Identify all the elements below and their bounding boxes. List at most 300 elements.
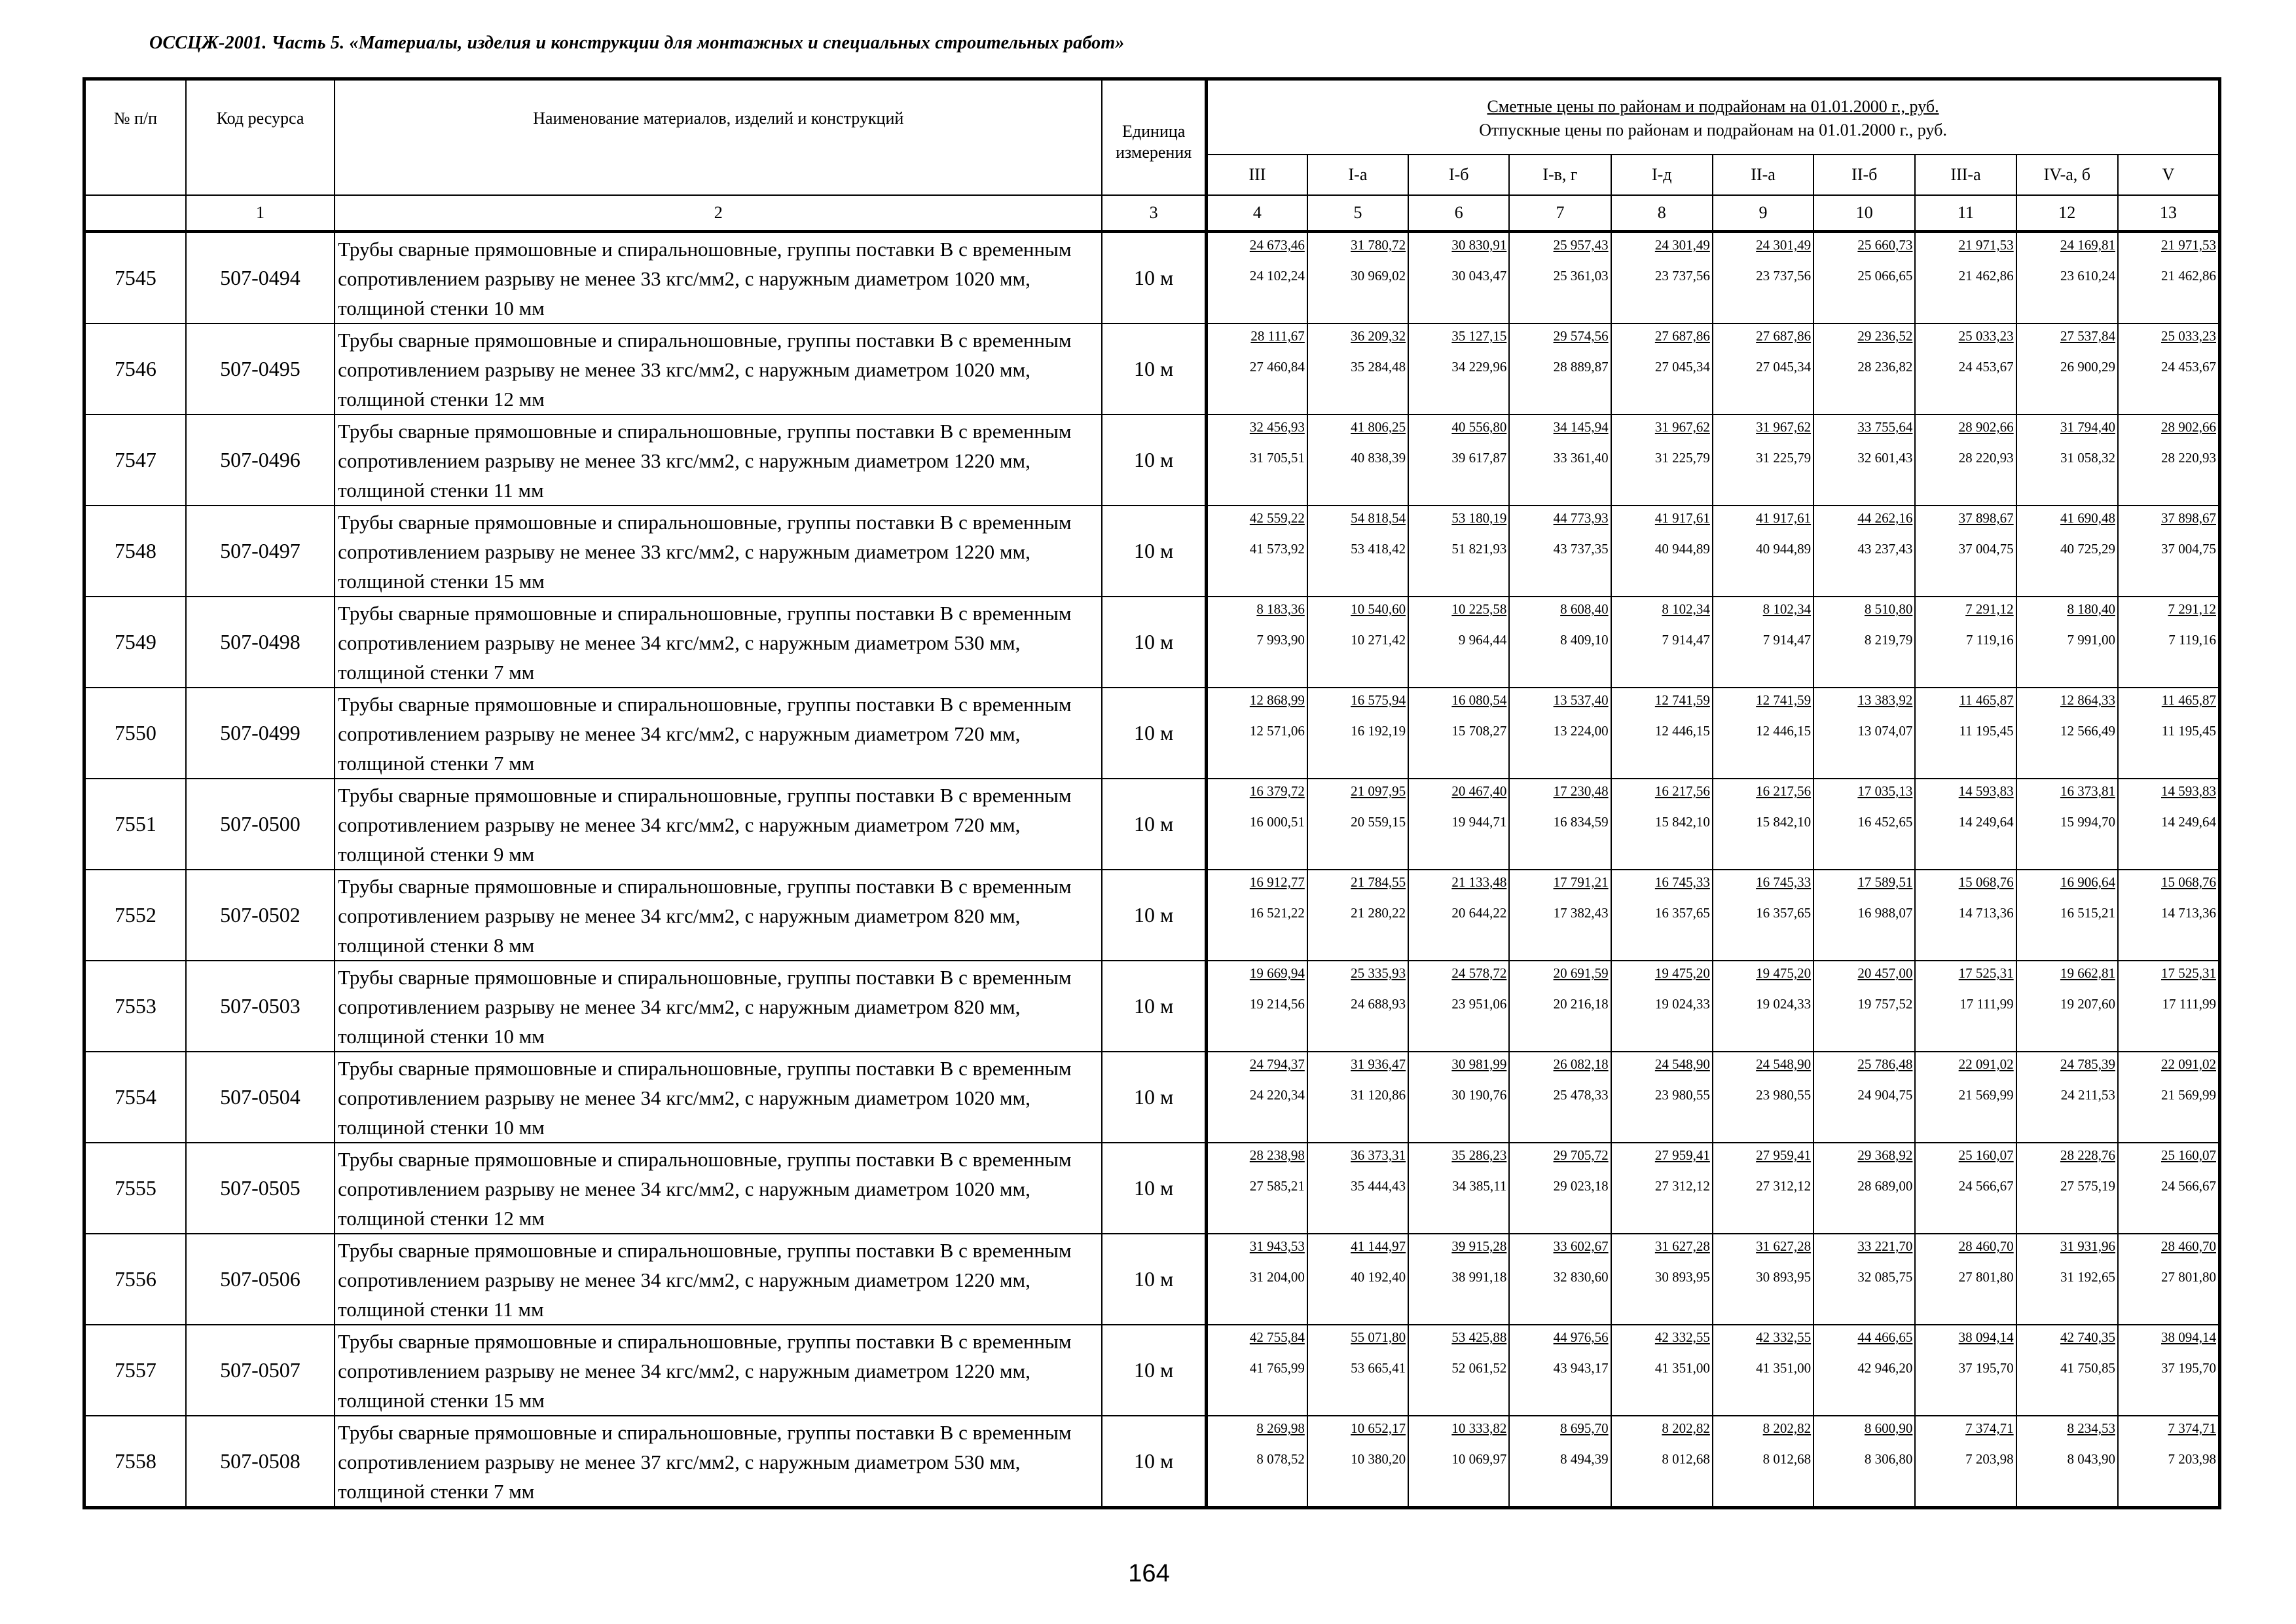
price-cell — [1713, 688, 1813, 779]
estimate-price: 28 460,70 — [2161, 1238, 2216, 1254]
wholesale-price: 24 102,24 — [1249, 268, 1305, 284]
estimate-price: 16 379,72 — [1249, 783, 1305, 799]
estimate-price: 19 669,94 — [1249, 965, 1305, 981]
estimate-price: 27 687,86 — [1654, 328, 1710, 344]
price-cell — [1207, 779, 1307, 870]
wholesale-price: 8 078,52 — [1256, 1451, 1305, 1467]
estimate-price: 16 080,54 — [1451, 692, 1507, 708]
estimate-price: 31 967,62 — [1654, 419, 1710, 435]
estimate-price: 7 374,71 — [1965, 1420, 2014, 1436]
wholesale-price: 15 842,10 — [1654, 814, 1710, 830]
wholesale-price: 27 312,12 — [1654, 1178, 1710, 1194]
wholesale-price: 24 904,75 — [1857, 1087, 1913, 1103]
wholesale-price: 28 889,87 — [1553, 359, 1609, 375]
column-number: 1 — [186, 195, 335, 232]
price-cell — [1509, 1325, 1611, 1416]
estimate-price: 44 262,16 — [1857, 510, 1913, 526]
wholesale-price: 27 801,80 — [1958, 1269, 2014, 1285]
row-number: 7548 — [84, 506, 186, 597]
wholesale-price: 41 351,00 — [1654, 1360, 1710, 1376]
price-cell — [2016, 779, 2118, 870]
column-number: 6 — [1408, 195, 1509, 232]
estimate-price: 15 068,76 — [2161, 874, 2216, 890]
price-cell — [1307, 323, 1408, 415]
wholesale-price: 31 192,65 — [2060, 1269, 2115, 1285]
estimate-price: 25 033,23 — [2161, 328, 2216, 344]
estimate-price: 31 794,40 — [2060, 419, 2115, 435]
material-name: Трубы сварные прямошовные и спиральношовные, группы поставки В с временным сопротивлением разрыву не менее 34 кгс/мм2, с наружным диаметром 720 мм, толщиной стенки 9 мм — [335, 779, 1102, 870]
estimate-price: 8 202,82 — [1662, 1420, 1710, 1436]
row-number: 7552 — [84, 870, 186, 961]
wholesale-price: 24 453,67 — [1958, 359, 2014, 375]
price-cell — [1509, 1234, 1611, 1325]
price-cell — [1611, 597, 1713, 688]
estimate-price: 31 780,72 — [1351, 237, 1406, 253]
wholesale-price: 35 444,43 — [1351, 1178, 1406, 1194]
price-cell — [1813, 597, 1915, 688]
unit-of-measure: 10 м — [1102, 597, 1206, 688]
wholesale-price: 38 991,18 — [1451, 1269, 1507, 1285]
price-cell — [1813, 232, 1915, 324]
estimate-price: 27 959,41 — [1654, 1147, 1710, 1163]
unit-of-measure: 10 м — [1102, 870, 1206, 961]
price-cell — [1713, 232, 1813, 324]
wholesale-price: 16 834,59 — [1553, 814, 1609, 830]
wholesale-price: 21 569,99 — [1958, 1087, 2014, 1103]
column-number: 2 — [335, 195, 1102, 232]
column-number: 9 — [1713, 195, 1813, 232]
estimate-price: 17 525,31 — [1958, 965, 2014, 981]
wholesale-price: 37 004,75 — [2161, 541, 2216, 557]
column-number: 11 — [1915, 195, 2016, 232]
table-row — [84, 232, 2220, 324]
resource-code: 507-0503 — [186, 961, 335, 1052]
estimate-price: 8 102,34 — [1762, 601, 1812, 617]
wholesale-price: 23 737,56 — [1756, 268, 1812, 284]
price-cell — [1813, 779, 1915, 870]
region-header: I-в, г — [1509, 155, 1611, 195]
price-cell — [1307, 1234, 1408, 1325]
price-cell — [1713, 1416, 1813, 1508]
price-cell — [1509, 1052, 1611, 1143]
wholesale-price: 8 219,79 — [1864, 632, 1913, 648]
estimate-price: 21 097,95 — [1351, 783, 1406, 799]
wholesale-price: 16 452,65 — [1857, 814, 1913, 830]
price-cell — [1713, 870, 1813, 961]
material-name: Трубы сварные прямошовные и спиральношовные, группы поставки В с временным сопротивлением разрыву не менее 34 кгс/мм2, с наружным диаметром 1020 мм, толщиной стенки 10 мм — [335, 1052, 1102, 1143]
row-number: 7547 — [84, 415, 186, 506]
column-number: 5 — [1307, 195, 1408, 232]
price-cell — [1611, 779, 1713, 870]
wholesale-price: 7 914,47 — [1662, 632, 1710, 648]
region-header: III — [1207, 155, 1307, 195]
unit-of-measure: 10 м — [1102, 1234, 1206, 1325]
table-row — [84, 961, 2220, 1052]
wholesale-price: 17 382,43 — [1553, 905, 1609, 921]
wholesale-price: 32 085,75 — [1857, 1269, 1913, 1285]
estimate-price: 55 071,80 — [1351, 1329, 1406, 1345]
price-cell — [1509, 323, 1611, 415]
estimate-price: 17 525,31 — [2161, 965, 2216, 981]
estimate-price: 33 602,67 — [1553, 1238, 1609, 1254]
estimate-price: 16 906,64 — [2060, 874, 2115, 890]
estimate-price: 11 465,87 — [2161, 692, 2216, 708]
estimate-price: 31 627,28 — [1756, 1238, 1812, 1254]
estimate-price: 33 221,70 — [1857, 1238, 1913, 1254]
table-row — [84, 1416, 2220, 1508]
estimate-price: 53 425,88 — [1451, 1329, 1507, 1345]
estimate-price: 16 217,56 — [1654, 783, 1710, 799]
price-cell — [2118, 597, 2220, 688]
wholesale-price: 16 988,07 — [1857, 905, 1913, 921]
wholesale-price: 40 192,40 — [1351, 1269, 1406, 1285]
wholesale-price: 7 119,16 — [1965, 632, 2014, 648]
wholesale-price: 7 993,90 — [1256, 632, 1305, 648]
wholesale-price: 23 980,55 — [1756, 1087, 1812, 1103]
wholesale-price: 23 737,56 — [1654, 268, 1710, 284]
price-cell — [1813, 323, 1915, 415]
wholesale-price: 27 312,12 — [1756, 1178, 1812, 1194]
price-cell — [1307, 1416, 1408, 1508]
price-cell — [1307, 415, 1408, 506]
unit-of-measure: 10 м — [1102, 1325, 1206, 1416]
estimate-price: 19 475,20 — [1756, 965, 1812, 981]
wholesale-price: 24 211,53 — [2060, 1087, 2115, 1103]
price-cell — [2016, 688, 2118, 779]
estimate-price: 28 460,70 — [1958, 1238, 2014, 1254]
estimate-price: 7 374,71 — [2168, 1420, 2216, 1436]
column-number: 12 — [2016, 195, 2118, 232]
price-cell — [1408, 506, 1509, 597]
wholesale-price: 19 757,52 — [1857, 996, 1913, 1012]
col-header-name: Наименование материалов, изделий и конструкций — [335, 79, 1102, 196]
estimate-price: 8 180,40 — [2067, 601, 2115, 617]
estimate-price: 38 094,14 — [1958, 1329, 2014, 1345]
wholesale-price: 8 494,39 — [1560, 1451, 1609, 1467]
estimate-price: 29 236,52 — [1857, 328, 1913, 344]
column-number: 13 — [2118, 195, 2220, 232]
resource-code: 507-0508 — [186, 1416, 335, 1508]
wholesale-price: 12 566,49 — [2060, 723, 2115, 739]
unit-of-measure: 10 м — [1102, 1052, 1206, 1143]
wholesale-price: 28 220,93 — [2161, 450, 2216, 466]
table-row — [84, 688, 2220, 779]
price-cell — [1307, 688, 1408, 779]
estimate-price: 12 864,33 — [2060, 692, 2115, 708]
estimate-price: 16 373,81 — [2060, 783, 2115, 799]
estimate-price: 41 144,97 — [1351, 1238, 1406, 1254]
column-number: 8 — [1611, 195, 1713, 232]
price-cell — [1408, 1416, 1509, 1508]
price-cell — [1915, 1325, 2016, 1416]
price-table — [82, 77, 2221, 1509]
estimate-price: 8 510,80 — [1864, 601, 1913, 617]
price-cell — [1611, 1416, 1713, 1508]
unit-of-measure: 10 м — [1102, 1416, 1206, 1508]
estimate-price: 40 556,80 — [1451, 419, 1507, 435]
price-cell — [1408, 870, 1509, 961]
estimate-price: 44 773,93 — [1553, 510, 1609, 526]
price-cell — [1813, 870, 1915, 961]
estimate-price: 31 943,53 — [1249, 1238, 1305, 1254]
region-header: III-а — [1915, 155, 2016, 195]
estimate-price: 42 559,22 — [1249, 510, 1305, 526]
estimate-price: 10 333,82 — [1451, 1420, 1507, 1436]
table-row — [84, 1143, 2220, 1234]
estimate-price: 14 593,83 — [2161, 783, 2216, 799]
price-cell — [1509, 870, 1611, 961]
wholesale-price: 12 446,15 — [1654, 723, 1710, 739]
wholesale-price: 28 689,00 — [1857, 1178, 1913, 1194]
price-cell — [1509, 961, 1611, 1052]
estimate-price: 41 806,25 — [1351, 419, 1406, 435]
wholesale-price: 16 192,19 — [1351, 723, 1406, 739]
price-cell — [1915, 870, 2016, 961]
price-cell — [1207, 1234, 1307, 1325]
price-cell — [2118, 779, 2220, 870]
material-name: Трубы сварные прямошовные и спиральношовные, группы поставки В с временным сопротивлением разрыву не менее 37 кгс/мм2, с наружным диаметром 530 мм, толщиной стенки 7 мм — [335, 1416, 1102, 1508]
estimate-price: 24 169,81 — [2060, 237, 2115, 253]
table-row — [84, 1052, 2220, 1143]
price-cell — [2118, 961, 2220, 1052]
wholesale-price: 31 120,86 — [1351, 1087, 1406, 1103]
price-cell — [1813, 1052, 1915, 1143]
price-cell — [1408, 688, 1509, 779]
unit-of-measure: 10 м — [1102, 1143, 1206, 1234]
price-cell — [1915, 506, 2016, 597]
price-cell — [2118, 415, 2220, 506]
price-cell — [1813, 688, 1915, 779]
estimate-price: 32 456,93 — [1249, 419, 1305, 435]
wholesale-price: 27 801,80 — [2161, 1269, 2216, 1285]
price-cell — [1207, 506, 1307, 597]
table-row — [84, 1234, 2220, 1325]
resource-code: 507-0504 — [186, 1052, 335, 1143]
estimate-price: 20 691,59 — [1553, 965, 1609, 981]
wholesale-price: 13 074,07 — [1857, 723, 1913, 739]
wholesale-price: 27 585,21 — [1249, 1178, 1305, 1194]
price-title-wholesale: Отпускные цены по районам и подрайонам на 01.01.2000 г., руб. — [1479, 120, 1947, 139]
estimate-price: 36 209,32 — [1351, 328, 1406, 344]
price-cell — [1813, 1143, 1915, 1234]
price-cell — [1611, 232, 1713, 324]
region-header: I-а — [1307, 155, 1408, 195]
estimate-price: 12 868,99 — [1249, 692, 1305, 708]
price-cell — [1207, 1416, 1307, 1508]
wholesale-price: 16 521,22 — [1249, 905, 1305, 921]
wholesale-price: 20 644,22 — [1451, 905, 1507, 921]
estimate-price: 24 578,72 — [1451, 965, 1507, 981]
wholesale-price: 41 351,00 — [1756, 1360, 1812, 1376]
estimate-price: 38 094,14 — [2161, 1329, 2216, 1345]
wholesale-price: 28 236,82 — [1857, 359, 1913, 375]
table-row — [84, 1325, 2220, 1416]
estimate-price: 35 127,15 — [1451, 328, 1507, 344]
wholesale-price: 41 573,92 — [1249, 541, 1305, 557]
wholesale-price: 15 708,27 — [1451, 723, 1507, 739]
wholesale-price: 16 357,65 — [1654, 905, 1710, 921]
estimate-price: 54 818,54 — [1351, 510, 1406, 526]
material-name: Трубы сварные прямошовные и спиральношовные, группы поставки В с временным сопротивлением разрыву не менее 33 кгс/мм2, с наружным диаметром 1220 мм, толщиной стенки 11 мм — [335, 415, 1102, 506]
estimate-price: 27 687,86 — [1756, 328, 1812, 344]
estimate-price: 28 228,76 — [2060, 1147, 2115, 1163]
estimate-price: 25 160,07 — [2161, 1147, 2216, 1163]
wholesale-price: 13 224,00 — [1553, 723, 1609, 739]
estimate-price: 29 705,72 — [1553, 1147, 1609, 1163]
wholesale-price: 37 195,70 — [2161, 1360, 2216, 1376]
row-number: 7555 — [84, 1143, 186, 1234]
price-cell — [1207, 232, 1307, 324]
row-number: 7551 — [84, 779, 186, 870]
wholesale-price: 19 944,71 — [1451, 814, 1507, 830]
price-cell — [1713, 1052, 1813, 1143]
row-number: 7556 — [84, 1234, 186, 1325]
estimate-price: 37 898,67 — [1958, 510, 2014, 526]
region-header: I-д — [1611, 155, 1713, 195]
wholesale-price: 12 446,15 — [1756, 723, 1812, 739]
estimate-price: 29 574,56 — [1553, 328, 1609, 344]
wholesale-price: 17 111,99 — [1959, 996, 2014, 1012]
page-number: 164 — [1128, 1560, 1170, 1587]
price-cell — [1813, 1234, 1915, 1325]
unit-of-measure: 10 м — [1102, 323, 1206, 415]
price-cell — [1713, 1143, 1813, 1234]
estimate-price: 16 745,33 — [1756, 874, 1812, 890]
estimate-price: 8 695,70 — [1560, 1420, 1609, 1436]
estimate-price: 36 373,31 — [1351, 1147, 1406, 1163]
price-cell — [1509, 1143, 1611, 1234]
material-name: Трубы сварные прямошовные и спиральношовные, группы поставки В с временным сопротивлением разрыву не менее 33 кгс/мм2, с наружным диаметром 1220 мм, толщиной стенки 15 мм — [335, 506, 1102, 597]
estimate-price: 19 475,20 — [1654, 965, 1710, 981]
estimate-price: 42 755,84 — [1249, 1329, 1305, 1345]
wholesale-price: 23 610,24 — [2060, 268, 2115, 284]
estimate-price: 11 465,87 — [1959, 692, 2014, 708]
material-name: Трубы сварные прямошовные и спиральношовные, группы поставки В с временным сопротивлением разрыву не менее 34 кгс/мм2, с наружным диаметром 530 мм, толщиной стенки 7 мм — [335, 597, 1102, 688]
price-cell — [1307, 1143, 1408, 1234]
wholesale-price: 43 737,35 — [1553, 541, 1609, 557]
wholesale-price: 30 969,02 — [1351, 268, 1406, 284]
resource-code: 507-0494 — [186, 232, 335, 324]
estimate-price: 16 745,33 — [1654, 874, 1710, 890]
wholesale-price: 7 203,98 — [2168, 1451, 2216, 1467]
wholesale-price: 8 043,90 — [2067, 1451, 2115, 1467]
estimate-price: 42 740,35 — [2060, 1329, 2115, 1345]
estimate-price: 41 917,61 — [1756, 510, 1812, 526]
price-cell — [2016, 870, 2118, 961]
resource-code: 507-0496 — [186, 415, 335, 506]
price-cell — [2016, 1416, 2118, 1508]
estimate-price: 42 332,55 — [1654, 1329, 1710, 1345]
estimate-price: 16 912,77 — [1249, 874, 1305, 890]
estimate-price: 16 575,94 — [1351, 692, 1406, 708]
estimate-price: 8 269,98 — [1256, 1420, 1305, 1436]
table-row — [84, 779, 2220, 870]
estimate-price: 27 959,41 — [1756, 1147, 1812, 1163]
price-cell — [1813, 1416, 1915, 1508]
wholesale-price: 19 207,60 — [2060, 996, 2115, 1012]
estimate-price: 28 111,67 — [1250, 328, 1305, 344]
wholesale-price: 31 225,79 — [1756, 450, 1812, 466]
estimate-price: 20 467,40 — [1451, 783, 1507, 799]
wholesale-price: 15 994,70 — [2060, 814, 2115, 830]
price-cell — [1408, 415, 1509, 506]
unit-of-measure: 10 м — [1102, 961, 1206, 1052]
price-cell — [1307, 779, 1408, 870]
wholesale-price: 25 066,65 — [1857, 268, 1913, 284]
table-body — [84, 232, 2220, 1508]
wholesale-price: 24 453,67 — [2161, 359, 2216, 375]
price-cell — [1307, 506, 1408, 597]
price-cell — [1915, 1052, 2016, 1143]
wholesale-price: 27 045,34 — [1654, 359, 1710, 375]
wholesale-price: 7 203,98 — [1965, 1451, 2014, 1467]
estimate-price: 30 830,91 — [1451, 237, 1507, 253]
price-cell — [1509, 688, 1611, 779]
price-cell — [1509, 506, 1611, 597]
price-cell — [1307, 232, 1408, 324]
wholesale-price: 32 601,43 — [1857, 450, 1913, 466]
price-cell — [2118, 1052, 2220, 1143]
wholesale-price: 14 713,36 — [2161, 905, 2216, 921]
resource-code: 507-0502 — [186, 870, 335, 961]
estimate-price: 21 971,53 — [1958, 237, 2014, 253]
estimate-price: 21 784,55 — [1351, 874, 1406, 890]
estimate-price: 22 091,02 — [1958, 1056, 2014, 1072]
price-cell — [2118, 232, 2220, 324]
wholesale-price: 40 725,29 — [2060, 541, 2115, 557]
wholesale-price: 42 946,20 — [1857, 1360, 1913, 1376]
unit-of-measure: 10 м — [1102, 506, 1206, 597]
wholesale-price: 24 688,93 — [1351, 996, 1406, 1012]
estimate-price: 24 301,49 — [1756, 237, 1812, 253]
estimate-price: 8 234,53 — [2067, 1420, 2115, 1436]
wholesale-price: 30 190,76 — [1451, 1087, 1507, 1103]
material-name: Трубы сварные прямошовные и спиральношовные, группы поставки В с временным сопротивлением разрыву не менее 33 кгс/мм2, с наружным диаметром 1020 мм, толщиной стенки 12 мм — [335, 323, 1102, 415]
table-row — [84, 870, 2220, 961]
estimate-price: 33 755,64 — [1857, 419, 1913, 435]
wholesale-price: 33 361,40 — [1553, 450, 1609, 466]
price-cell — [1408, 1234, 1509, 1325]
estimate-price: 25 957,43 — [1553, 237, 1609, 253]
material-name: Трубы сварные прямошовные и спиральношовные, группы поставки В с временным сопротивлением разрыву не менее 34 кгс/мм2, с наружным диаметром 720 мм, толщиной стенки 7 мм — [335, 688, 1102, 779]
estimate-price: 31 936,47 — [1351, 1056, 1406, 1072]
price-cell — [1713, 415, 1813, 506]
estimate-price: 19 662,81 — [2060, 965, 2115, 981]
estimate-price: 24 794,37 — [1249, 1056, 1305, 1072]
wholesale-price: 31 058,32 — [2060, 450, 2115, 466]
price-cell — [1915, 1416, 2016, 1508]
estimate-price: 24 673,46 — [1249, 237, 1305, 253]
estimate-price: 8 183,36 — [1256, 601, 1305, 617]
price-cell — [1408, 1325, 1509, 1416]
column-number — [84, 195, 186, 232]
wholesale-price: 24 566,67 — [1958, 1178, 2014, 1194]
wholesale-price: 10 380,20 — [1351, 1451, 1406, 1467]
price-cell — [1207, 323, 1307, 415]
estimate-price: 8 102,34 — [1662, 601, 1710, 617]
wholesale-price: 24 566,67 — [2161, 1178, 2216, 1194]
price-title-estimate: Сметные цены по районам и подрайонам на 01.01.2000 г., руб. — [1487, 97, 1939, 116]
estimate-price: 28 902,66 — [1958, 419, 2014, 435]
price-cell — [2016, 506, 2118, 597]
estimate-price: 10 652,17 — [1351, 1420, 1406, 1436]
wholesale-price: 16 515,21 — [2060, 905, 2115, 921]
estimate-price: 7 291,12 — [2168, 601, 2216, 617]
estimate-price: 25 660,73 — [1857, 237, 1913, 253]
wholesale-price: 7 991,00 — [2067, 632, 2115, 648]
estimate-price: 12 741,59 — [1756, 692, 1812, 708]
price-cell — [1915, 1234, 2016, 1325]
